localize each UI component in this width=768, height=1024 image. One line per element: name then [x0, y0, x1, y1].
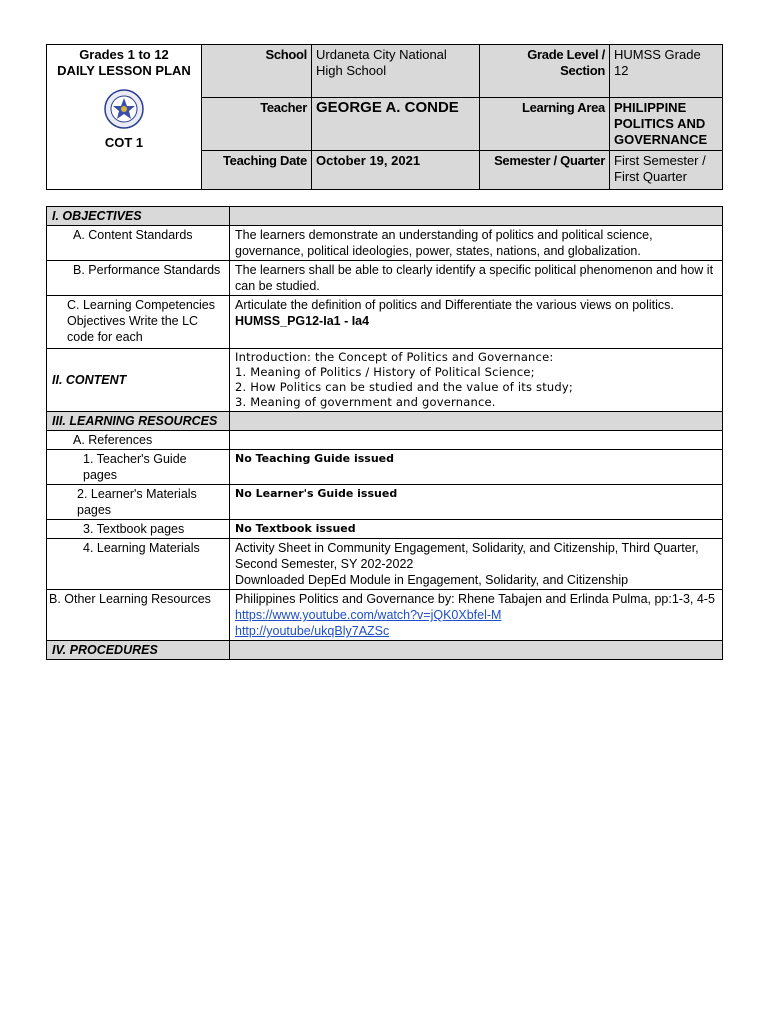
content-standards-row	[47, 226, 723, 261]
objectives-heading: I. OBJECTIVES	[47, 207, 230, 226]
school-label: School	[202, 45, 312, 98]
learning-competencies-value: Articulate the definition of politics and Differentiate the various views on politics.	[235, 298, 674, 312]
learning-competencies-cell	[230, 296, 723, 349]
teachers-guide-row	[47, 450, 723, 485]
teachers-guide-label: 1. Teacher's Guide pages	[47, 450, 230, 485]
brand-code: COT 1	[104, 135, 144, 150]
textbook-row	[47, 520, 723, 539]
teacher-value: GEORGE A. CONDE	[312, 98, 480, 151]
semester-value: First Semester / First Quarter	[610, 151, 723, 190]
performance-standards-row	[47, 261, 723, 296]
lc-code: HUMSS_PG12-Ia1 - Ia4	[235, 314, 370, 328]
content-topics	[230, 349, 723, 412]
brand-line-1: Grades 1 to 12	[79, 47, 169, 62]
teacher-label: Teacher	[202, 98, 312, 151]
content-line: 2. How Politics can be studied and the value of its study;	[235, 380, 574, 394]
learning-materials-label: 4. Learning Materials	[47, 539, 230, 590]
learners-materials-value: No Learner's Guide issued	[230, 485, 723, 520]
date-label: Teaching Date	[202, 151, 312, 190]
deped-seal-icon	[104, 89, 144, 129]
semester-label: Semester / Quarter	[480, 151, 610, 190]
grade-label: Grade Level / Section	[480, 45, 610, 98]
date-value: October 19, 2021	[312, 151, 480, 190]
learning-competencies-row	[47, 296, 723, 349]
youtube-link-1[interactable]: https://www.youtube.com/watch?v=jQK0Xbfel-M	[235, 608, 502, 622]
content-standards-value: The learners demonstrate an understanding of politics and political science, governance, political ideologies, power, states, nations, and globalization.	[230, 226, 723, 261]
area-label: Learning Area	[480, 98, 610, 151]
grade-value: HUMSS Grade 12	[610, 45, 723, 98]
lesson-body-table	[46, 206, 723, 660]
learning-materials-line: Downloaded DepEd Module in Engagement, Solidarity, and Citizenship	[235, 573, 629, 587]
references-row	[47, 431, 723, 450]
content-line: Introduction: the Concept of Politics and Governance:	[235, 350, 554, 364]
content-heading: II. CONTENT	[47, 349, 230, 412]
procedures-heading: IV. PROCEDURES	[47, 641, 230, 660]
content-line: 3. Meaning of government and governance.	[235, 395, 496, 409]
learning-competencies-label: C. Learning Competencies Objectives Write the LC code for each	[47, 296, 230, 349]
header-table	[46, 44, 723, 190]
content-standards-label: A. Content Standards	[47, 226, 230, 261]
brand-cell	[47, 45, 202, 190]
other-resources-cell	[230, 590, 723, 641]
learning-materials-line: Activity Sheet in Community Engagement, Solidarity, and Citizenship, Third Quarter, Second Semester, SY 202-2022	[235, 541, 699, 571]
youtube-link-2[interactable]: http://youtube/ukqBly7AZSc	[235, 624, 390, 638]
learning-materials-cell	[230, 539, 723, 590]
resources-heading: III. LEARNING RESOURCES	[47, 412, 230, 431]
objectives-row	[47, 207, 723, 226]
teachers-guide-value: No Teaching Guide issued	[230, 450, 723, 485]
other-resources-label: B. Other Learning Resources	[47, 590, 230, 641]
school-value: Urdaneta City National High School	[312, 45, 480, 98]
other-resources-text: Philippines Politics and Governance by: Rhene Tabajen and Erlinda Pulma, pp:1-3, 4-5	[235, 592, 715, 606]
textbook-label: 3. Textbook pages	[47, 520, 230, 539]
brand-line-2: DAILY LESSON PLAN	[57, 63, 191, 78]
learning-materials-row	[47, 539, 723, 590]
area-value: PHILIPPINE POLITICS AND GOVERNANCE	[610, 98, 723, 151]
content-line: 1. Meaning of Politics / History of Political Science;	[235, 365, 535, 379]
performance-standards-label: B. Performance Standards	[47, 261, 230, 296]
learners-materials-row	[47, 485, 723, 520]
performance-standards-value: The learners shall be able to clearly identify a specific political phenomenon and how it can be studied.	[230, 261, 723, 296]
content-row	[47, 349, 723, 412]
procedures-row	[47, 641, 723, 660]
other-resources-row	[47, 590, 723, 641]
resources-row	[47, 412, 723, 431]
textbook-value: No Textbook issued	[230, 520, 723, 539]
references-label: A. References	[47, 431, 230, 450]
learners-materials-label: 2. Learner's Materials pages	[47, 485, 230, 520]
